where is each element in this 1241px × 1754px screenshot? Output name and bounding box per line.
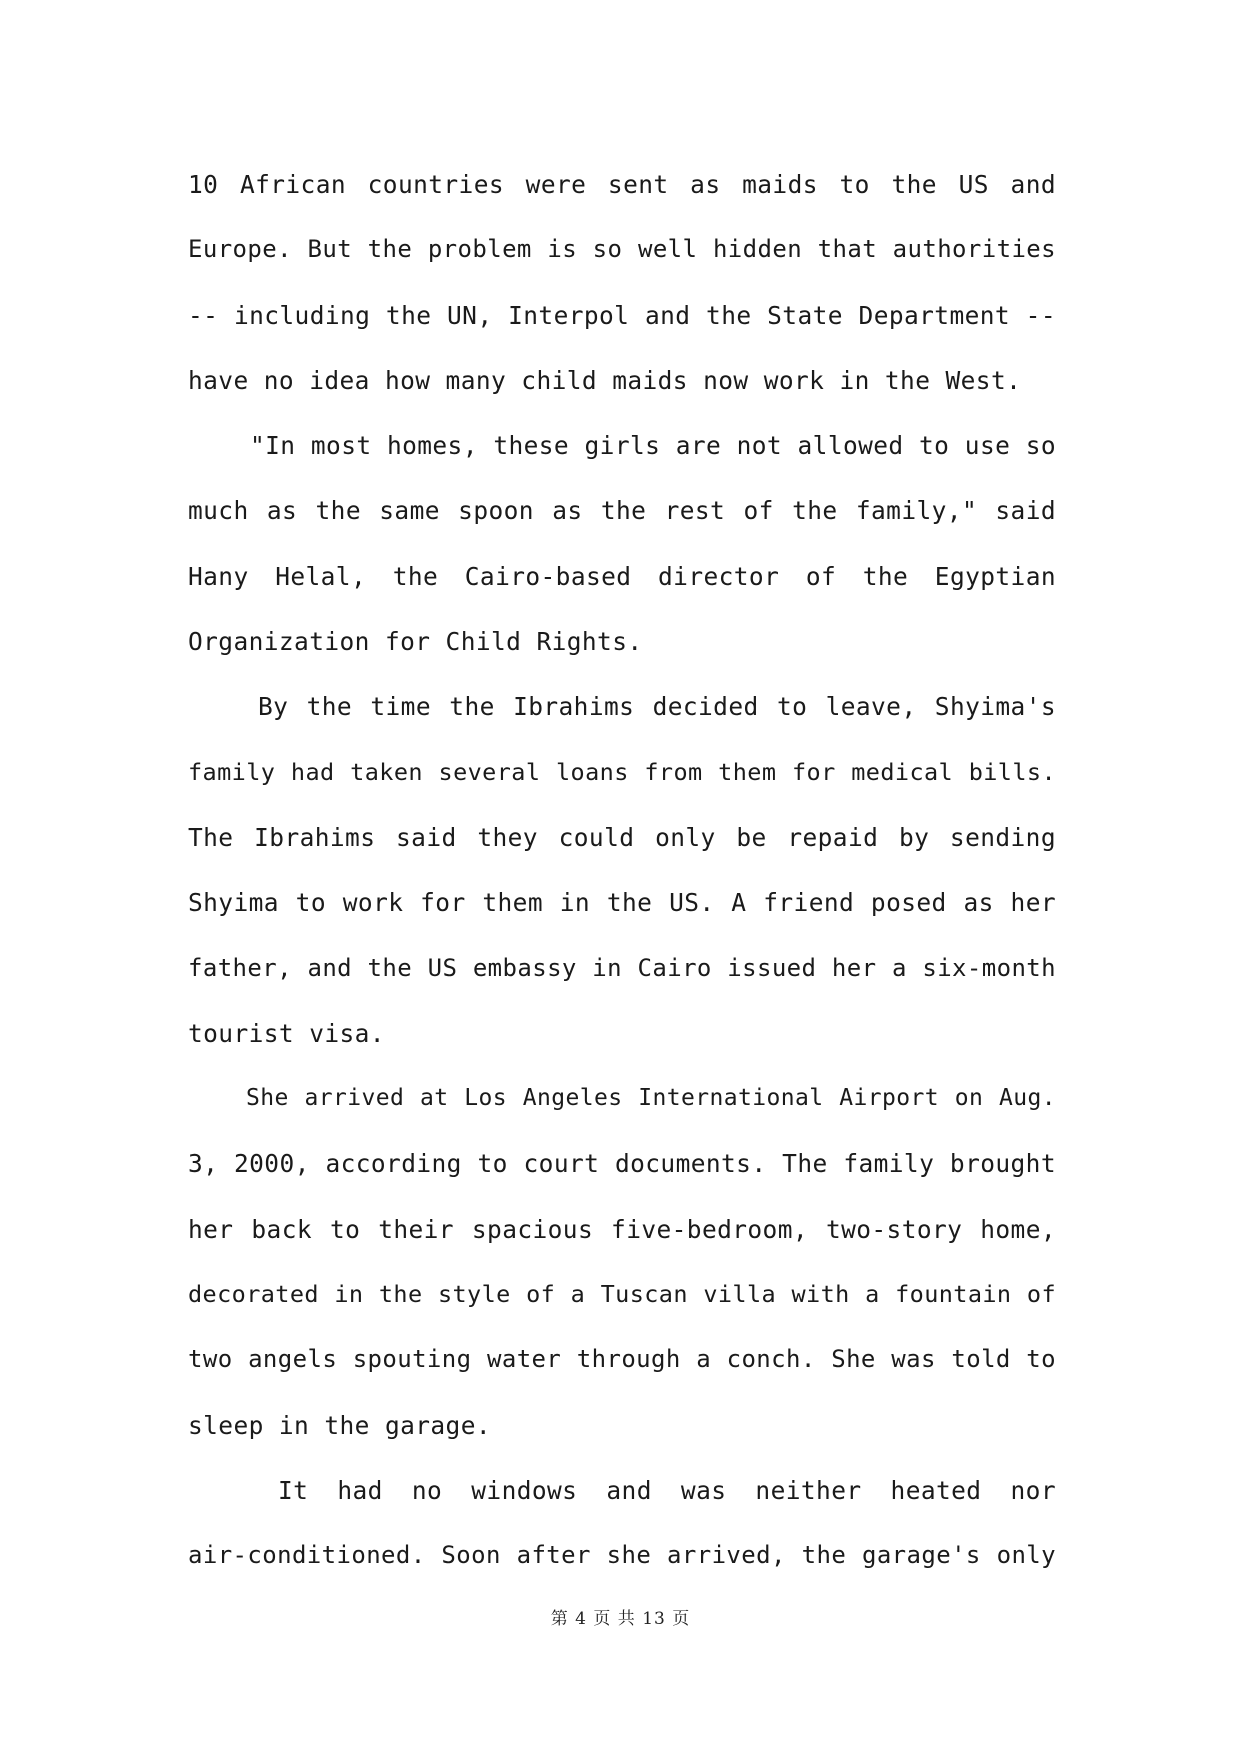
text-line: have no idea how many child maids now work in the West. xyxy=(188,365,1022,395)
text-line: Europe. But the problem is so well hidden that authorities xyxy=(188,235,1056,264)
page-number-label: 第 4 页 共 13 页 xyxy=(550,1609,691,1629)
text-line: father, and the US embassy in Cairo issued her a six-month xyxy=(188,953,1056,982)
text-line: 3, 2000, according to court documents. The family brought xyxy=(188,1149,1056,1179)
text-line: Shyima to work for them in the US. A friend posed as her xyxy=(188,888,1056,918)
text-line: much as the same spoon as the rest of the family," said xyxy=(188,496,1056,526)
text-line: air-conditioned. Soon after she arrived, the garage's only xyxy=(188,1541,1056,1570)
text-line: She arrived at Los Angeles International Airport on Aug. xyxy=(246,1085,1056,1112)
text-line: sleep in the garage. xyxy=(188,1410,492,1440)
text-line: Hany Helal, the Cairo-based director of the Egyptian xyxy=(188,561,1056,591)
text-line: two angels spouting water through a conch. She was told to xyxy=(188,1345,1056,1374)
text-line: tourist visa. xyxy=(188,1018,385,1048)
page-footer xyxy=(0,1604,1241,1629)
text-line: The Ibrahims said they could only be repaid by sending xyxy=(188,822,1056,852)
text-line: family had taken several loans from them for medical bills. xyxy=(188,757,1056,786)
body-text xyxy=(188,152,1056,1589)
text-line: "In most homes, these girls are not allowed to use so xyxy=(250,431,1056,461)
text-line: Organization for Child Rights. xyxy=(188,627,643,657)
text-line: her back to their spacious five-bedroom, two-story home, xyxy=(188,1214,1056,1244)
text-line: decorated in the style of a Tuscan villa with a fountain of xyxy=(188,1280,1056,1309)
text-line: It had no windows and was neither heated nor xyxy=(278,1475,1056,1505)
text-line: -- including the UN, Interpol and the State Department -- xyxy=(188,300,1056,330)
text-line: By the time the Ibrahims decided to leave, Shyima's xyxy=(258,692,1056,722)
text-line: 10 African countries were sent as maids to the US and xyxy=(188,170,1056,199)
